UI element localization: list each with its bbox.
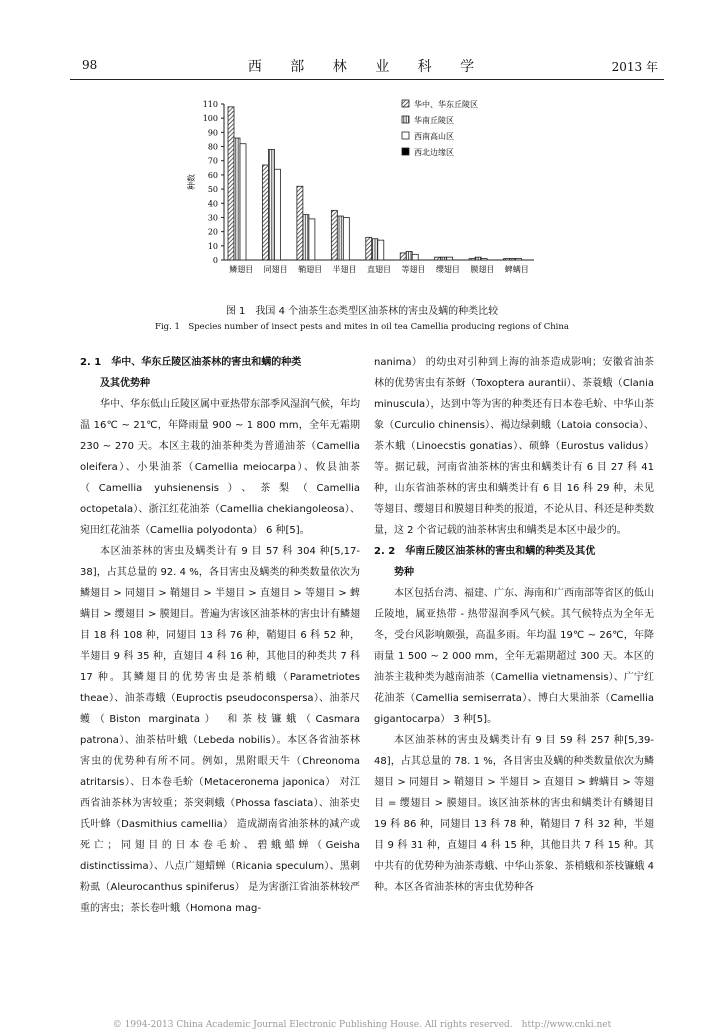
issue-year: 2013 年 [611, 60, 658, 74]
bar [274, 169, 280, 260]
bar [469, 259, 475, 260]
bar [337, 216, 343, 260]
left-column [80, 352, 360, 919]
bar [441, 257, 447, 260]
section-heading-2-1-line1: 2. 1 华中、华东丘陵区油茶林的害虫和螨的种类 [80, 357, 302, 368]
legend-label: 西北边缘区 [414, 148, 454, 157]
right-column [374, 352, 654, 898]
bar [297, 186, 303, 260]
section-heading-2-1 [80, 352, 360, 394]
y-tick-label: 90 [207, 128, 218, 138]
y-tick-label: 40 [207, 199, 218, 209]
legend-swatch [402, 132, 409, 139]
bar [516, 259, 522, 260]
figure-caption-en: Fig. 1 Species number of insect pests and mites in oil tea Camellia producing regions of China [155, 322, 569, 332]
x-tick-label: 同翅目 [263, 265, 288, 274]
bar [372, 239, 378, 260]
bar-chart [180, 92, 550, 292]
y-tick-label: 20 [207, 227, 218, 237]
bar [262, 165, 268, 260]
x-tick-label: 半翅目 [332, 265, 357, 274]
page-number: 98 [82, 58, 98, 72]
bar [240, 144, 246, 260]
bar [366, 237, 372, 260]
x-tick-label: 缨翅目 [435, 265, 460, 274]
x-tick-label: 直翅目 [367, 265, 391, 274]
bar [435, 257, 441, 260]
paragraph: nanima） 的幼虫对引种到上海的油茶造成影响；安徽省油茶林的优势害虫有茶蚜（Toxoptera aurantii）、茶蓑蛾（Clania minuscula），达到中等为害的种类还有日本卷毛蚧、中华山茶象（Curculio chinensis）、褐边绿刺蛾（Latoia consocia）、茶木蛾（Linoecstis gonatias）、硕蜂（Eurostus validus） 等。据记载，河南省油茶林的害虫和螨类计有 6 目 27 科 41 种，山东省油茶林的害虫和螨类计有 6 目 16 科 29 种，未见等翅目、缨翅目和膜翅目种类的报道，不论从目、科还是种类数量，这 2 个省记载的油茶林害虫和螨类是本区中最少的。 [374, 357, 654, 536]
y-tick-label: 60 [207, 170, 218, 180]
bar [412, 254, 418, 260]
paragraph: 本区油茶林的害虫及螨类计有 9 目 59 科 257 种[5,39-48]，占其总量的 78. 1 %，各目害虫及螨的种类数量依次为鳞翅目 > 同翅目 > 鞘翅目 > 半翅目 > 直翅目 > 蜱螨目 > 等翅目 = 缨翅目 > 膜翅目。该区油茶林的害虫和螨类计有鳞翅目 19 科 86 种，同翅目 13 科 78 种，鞘翅目 7 科 32 种，半翅目 9 科 31 种，直翅目 4 科 15 种，其他目共 7 科 15 种。其中共有的优势种为油茶毒蛾、中华山茶象、茶梢蛾和茶枝镰蛾 4 种。本区各省油茶林的害虫优势种各 [374, 735, 654, 893]
journal-title: 西 部 林 业 科 学 [247, 59, 487, 75]
bar [268, 149, 274, 260]
bar [309, 219, 315, 260]
x-tick-label: 鳞翅目 [229, 265, 254, 274]
bar [504, 259, 510, 260]
y-tick-label: 10 [207, 241, 218, 251]
legend-label: 华南丘陵区 [414, 116, 454, 125]
bar [303, 215, 309, 260]
legend-label: 华中、华东丘陵区 [414, 100, 478, 109]
y-tick-label: 0 [212, 256, 218, 265]
page-header [70, 52, 664, 80]
legend-label: 西南高山区 [414, 132, 454, 141]
y-axis-label: 种数 [187, 174, 196, 190]
paragraph: 本区油茶林的害虫及螨类计有 9 目 57 科 304 种[5,17-38]，占其总量的 92. 4 %，各目害虫及螨类的种类数量依次为鳞翅目 > 同翅目 > 鞘翅目 > 半翅目 > 直翅目 > 等翅目 > 蜱螨目 > 缨翅目 > 膜翅目。普遍为害该区油茶林的害虫计有鳞翅目 18 科 108 种，同翅目 13 科 76 种，鞘翅目 6 科 52 种，半翅目 9 科 35 种，直翅目 4 科 16 种，其他目的种类共 7 科 17 种。其鳞翅目的优势害虫是茶梢蛾（Parametriotes theae）、油茶毒蛾（Euproctis pseudoconspersa）、油茶尺蠖（Biston marginata） 和茶枝镰蛾（Casmara patrona）、油茶枯叶蛾（Lebeda nobilis）。本区各省油茶林害虫的优势种有所不同。例如，黑附眼天牛（Chreonoma atritarsis）、日本卷毛蚧（Metaceronema japonica） 对江西省油茶林为害较重；茶突刺蛾（Phossa fasciata）、油茶史氏叶蜂（Dasmithius camellia） 造成湖南省油茶林的减产或死亡；同翅目的日本卷毛蚧、碧蛾蜡蝉（Geisha distinctissima）、八点广翅蜡蝉（Ricania speculum）、黑刺粉虱（Aleurocanthus spiniferus） 是为害浙江省油茶林较严重的害虫；茶长卷叶蛾（Homona mag- [80, 546, 360, 914]
section-heading-2-2 [374, 541, 654, 583]
bar [510, 259, 516, 260]
bar [481, 259, 487, 260]
y-tick-label: 50 [207, 185, 218, 195]
x-tick-label: 鞘翅目 [298, 265, 323, 274]
legend-swatch [402, 116, 409, 123]
bar [475, 257, 481, 260]
y-tick-label: 110 [202, 100, 218, 109]
y-tick-label: 80 [207, 142, 218, 152]
bar [234, 138, 240, 260]
bar [447, 257, 453, 260]
copyright-footer: © 1994-2013 China Academic Journal Electronic Publishing House. All rights reserved. http://www.cnki.net [112, 1020, 612, 1030]
bar [343, 217, 349, 260]
y-tick-label: 100 [202, 114, 218, 124]
y-tick-label: 70 [207, 156, 218, 166]
section-heading-2-2-line1: 2. 2 华南丘陵区油茶林的害虫和螨的种类及其优 [374, 546, 596, 557]
figure-caption-cn: 图 1 我国 4 个油茶生态类型区油茶林的害虫及螨的种类比较 [225, 306, 499, 317]
bar [331, 210, 337, 260]
x-tick-label: 等翅目 [401, 265, 426, 274]
legend-swatch [402, 100, 409, 107]
bar [406, 251, 412, 260]
paragraph: 本区包括台湾、福建、广东、海南和广西南部等省区的低山丘陵地，属亚热带 - 热带湿润季风气候。其气候特点为全年无冬，受台风影响颇强，高温多雨。年均温 19℃ ~ 26℃，年降雨量 1 500 ~ 2 000 mm，全年无霜期超过 300 天。本区的油茶主栽种类为越南油茶（Camellia vietnamensis）、广宁红花油茶（Camellia semiserrata）、博白大果油茶（Camellia gigantocarpa） 3 种[5]。 [374, 588, 654, 725]
x-tick-label: 膜翅目 [470, 265, 495, 274]
paragraph: 华中、华东低山丘陵区属中亚热带东部季风湿润气候，年均温 16℃ ~ 21℃，年降雨量 900 ~ 1 800 mm，全年无霜期 230 ~ 270 天。本区主栽的油茶种类为普通油茶（Camellia oleifera）、小果油茶（Camellia meiocarpa）、攸县油茶（Camellia yuhsienensis）、茶梨（Camellia octopetala）、浙江红花油茶（Camellia chekiangoleosa）、宛田红花油茶（Camellia polyodonta） 6 种[5]。 [80, 399, 360, 536]
section-heading-2-2-line2: 势种 [394, 567, 414, 578]
y-tick-label: 30 [207, 213, 218, 223]
bar [400, 253, 406, 260]
section-heading-2-1-line2: 及其优势种 [100, 378, 150, 389]
bar [378, 240, 384, 260]
x-tick-label: 蜱螨目 [504, 265, 529, 274]
bar [228, 107, 234, 260]
legend-swatch [402, 148, 409, 155]
